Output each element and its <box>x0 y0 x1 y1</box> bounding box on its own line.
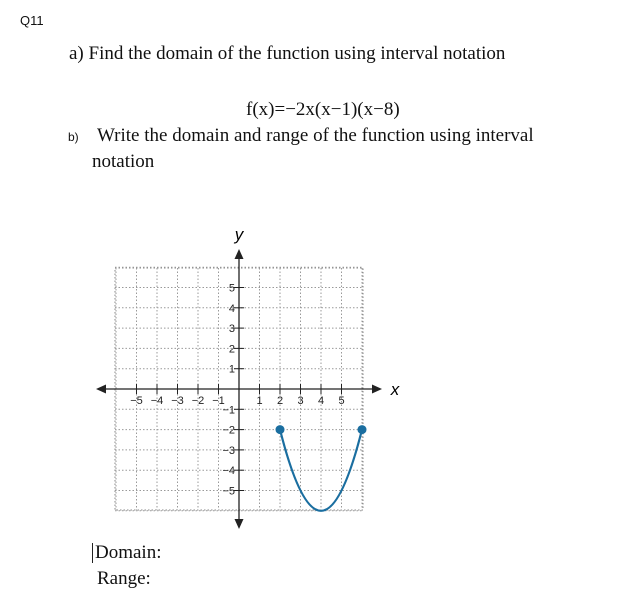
x-tick-label: −4 <box>150 395 164 407</box>
x-tick-label: 1 <box>256 395 263 407</box>
x-tick-label: 3 <box>297 395 304 407</box>
question-b-text-line2: notation <box>92 151 155 172</box>
y-tick-label: −3 <box>222 444 235 457</box>
y-tick-label: 1 <box>228 363 235 376</box>
y-axis-bottom-arrow <box>235 519 244 529</box>
x-tick-label: 2 <box>276 395 284 407</box>
x-tick-label: 5 <box>338 395 345 407</box>
function-formula: f(x)=−2x(x−1)(x−8) <box>246 99 400 120</box>
y-tick-label: 4 <box>228 302 235 315</box>
x-tick-label: 4 <box>317 395 325 407</box>
x-tick-label: −2 <box>191 395 205 407</box>
domain-label: Domain: <box>95 542 162 563</box>
question-b-text-line1: Write the domain and range of the function using interval <box>97 125 534 146</box>
x-axis-right-arrow <box>372 385 382 394</box>
function-curve <box>280 430 362 511</box>
curve-endpoint-right <box>358 425 367 434</box>
y-axis-top-arrow <box>235 249 244 259</box>
y-tick-label: 2 <box>228 343 235 356</box>
y-tick-label: −1 <box>222 404 235 417</box>
question-b-label: b) <box>68 130 79 144</box>
x-axis-label: x <box>390 380 400 399</box>
range-label: Range: <box>97 568 151 589</box>
ticks <box>130 283 344 498</box>
text-cursor <box>92 543 93 563</box>
y-tick-label: −2 <box>222 424 235 437</box>
x-tick-label: −5 <box>130 395 143 407</box>
y-tick-label: −4 <box>222 465 235 478</box>
question-number: Q11 <box>20 13 44 28</box>
curve-endpoint-left <box>276 425 285 434</box>
x-tick-label: −1 <box>212 395 225 407</box>
y-tick-label: 5 <box>228 282 235 295</box>
question-a-text: a) Find the domain of the function using interval notation <box>69 43 506 64</box>
y-tick-label: −5 <box>222 485 235 498</box>
x-tick-label: −3 <box>171 395 184 407</box>
y-axis-label: y <box>234 225 244 244</box>
y-tick-label: 3 <box>228 323 235 336</box>
axes <box>96 225 400 529</box>
x-axis-left-arrow <box>96 385 106 394</box>
